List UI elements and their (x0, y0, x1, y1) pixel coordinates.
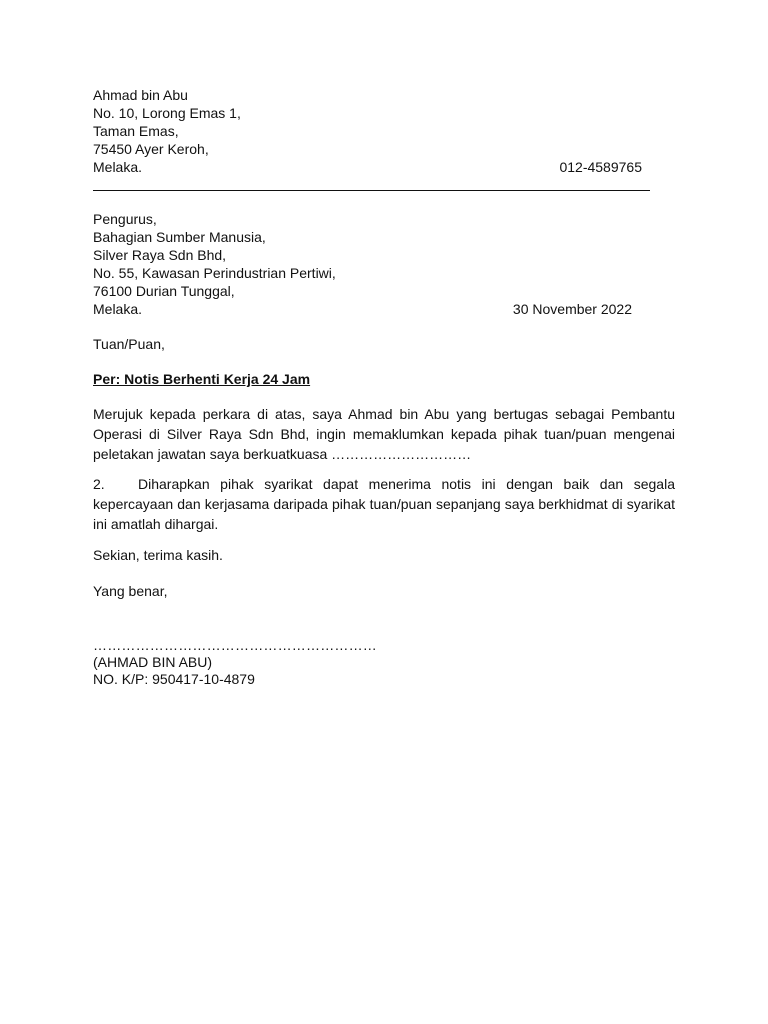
salutation: Tuan/Puan, (93, 336, 165, 352)
recipient-address (93, 210, 336, 318)
signatory-name: (AHMAD BIN ABU) (93, 654, 213, 670)
recipient-department: Bahagian Sumber Manusia, (93, 229, 266, 245)
sender-postcode-city: 75450 Ayer Keroh, (93, 141, 209, 157)
signature-line: …………………………………………………… (93, 637, 377, 653)
recipient-postcode-city: 76100 Durian Tunggal, (93, 283, 235, 299)
recipient-company: Silver Raya Sdn Bhd, (93, 247, 227, 263)
paragraph-number: 2. (93, 476, 105, 492)
body-paragraph-2 (93, 474, 675, 534)
signatory-ic-number: NO. K/P: 950417-10-4879 (93, 671, 255, 687)
recipient-state: Melaka. (93, 301, 143, 317)
letter-subject: Per: Notis Berhenti Kerja 24 Jam (93, 371, 311, 387)
closing-thanks: Sekian, terima kasih. (93, 547, 223, 563)
sign-off: Yang benar, (93, 583, 168, 599)
header-divider (93, 190, 650, 191)
sender-name: Ahmad bin Abu (93, 87, 188, 103)
body-paragraph-1: Merujuk kepada perkara di atas, saya Ahmad bin Abu yang bertugas sebagai Pembantu Operasi di Silver Raya Sdn Bhd, ingin memaklumkan kepada pihak tuan/puan mengenai peletakan jawatan saya berkuatkuasa ………………………… (93, 406, 675, 462)
paragraph-2-text: Diharapkan pihak syarikat dapat menerima notis ini dengan baik dan segala kepercayaan dan kerjasama daripada pihak tuan/puan sepanjang saya berkhidmat di syarikat ini amatlah dihargai. (93, 476, 675, 532)
sender-phone: 012-4589765 (559, 159, 642, 175)
sender-street: No. 10, Lorong Emas 1, (93, 105, 241, 121)
sender-state: Melaka. (93, 159, 143, 175)
sender-address (93, 86, 241, 176)
recipient-street: No. 55, Kawasan Perindustrian Pertiwi, (93, 265, 336, 281)
recipient-title: Pengurus, (93, 211, 157, 227)
letter-date: 30 November 2022 (512, 301, 632, 317)
sender-area: Taman Emas, (93, 123, 179, 139)
